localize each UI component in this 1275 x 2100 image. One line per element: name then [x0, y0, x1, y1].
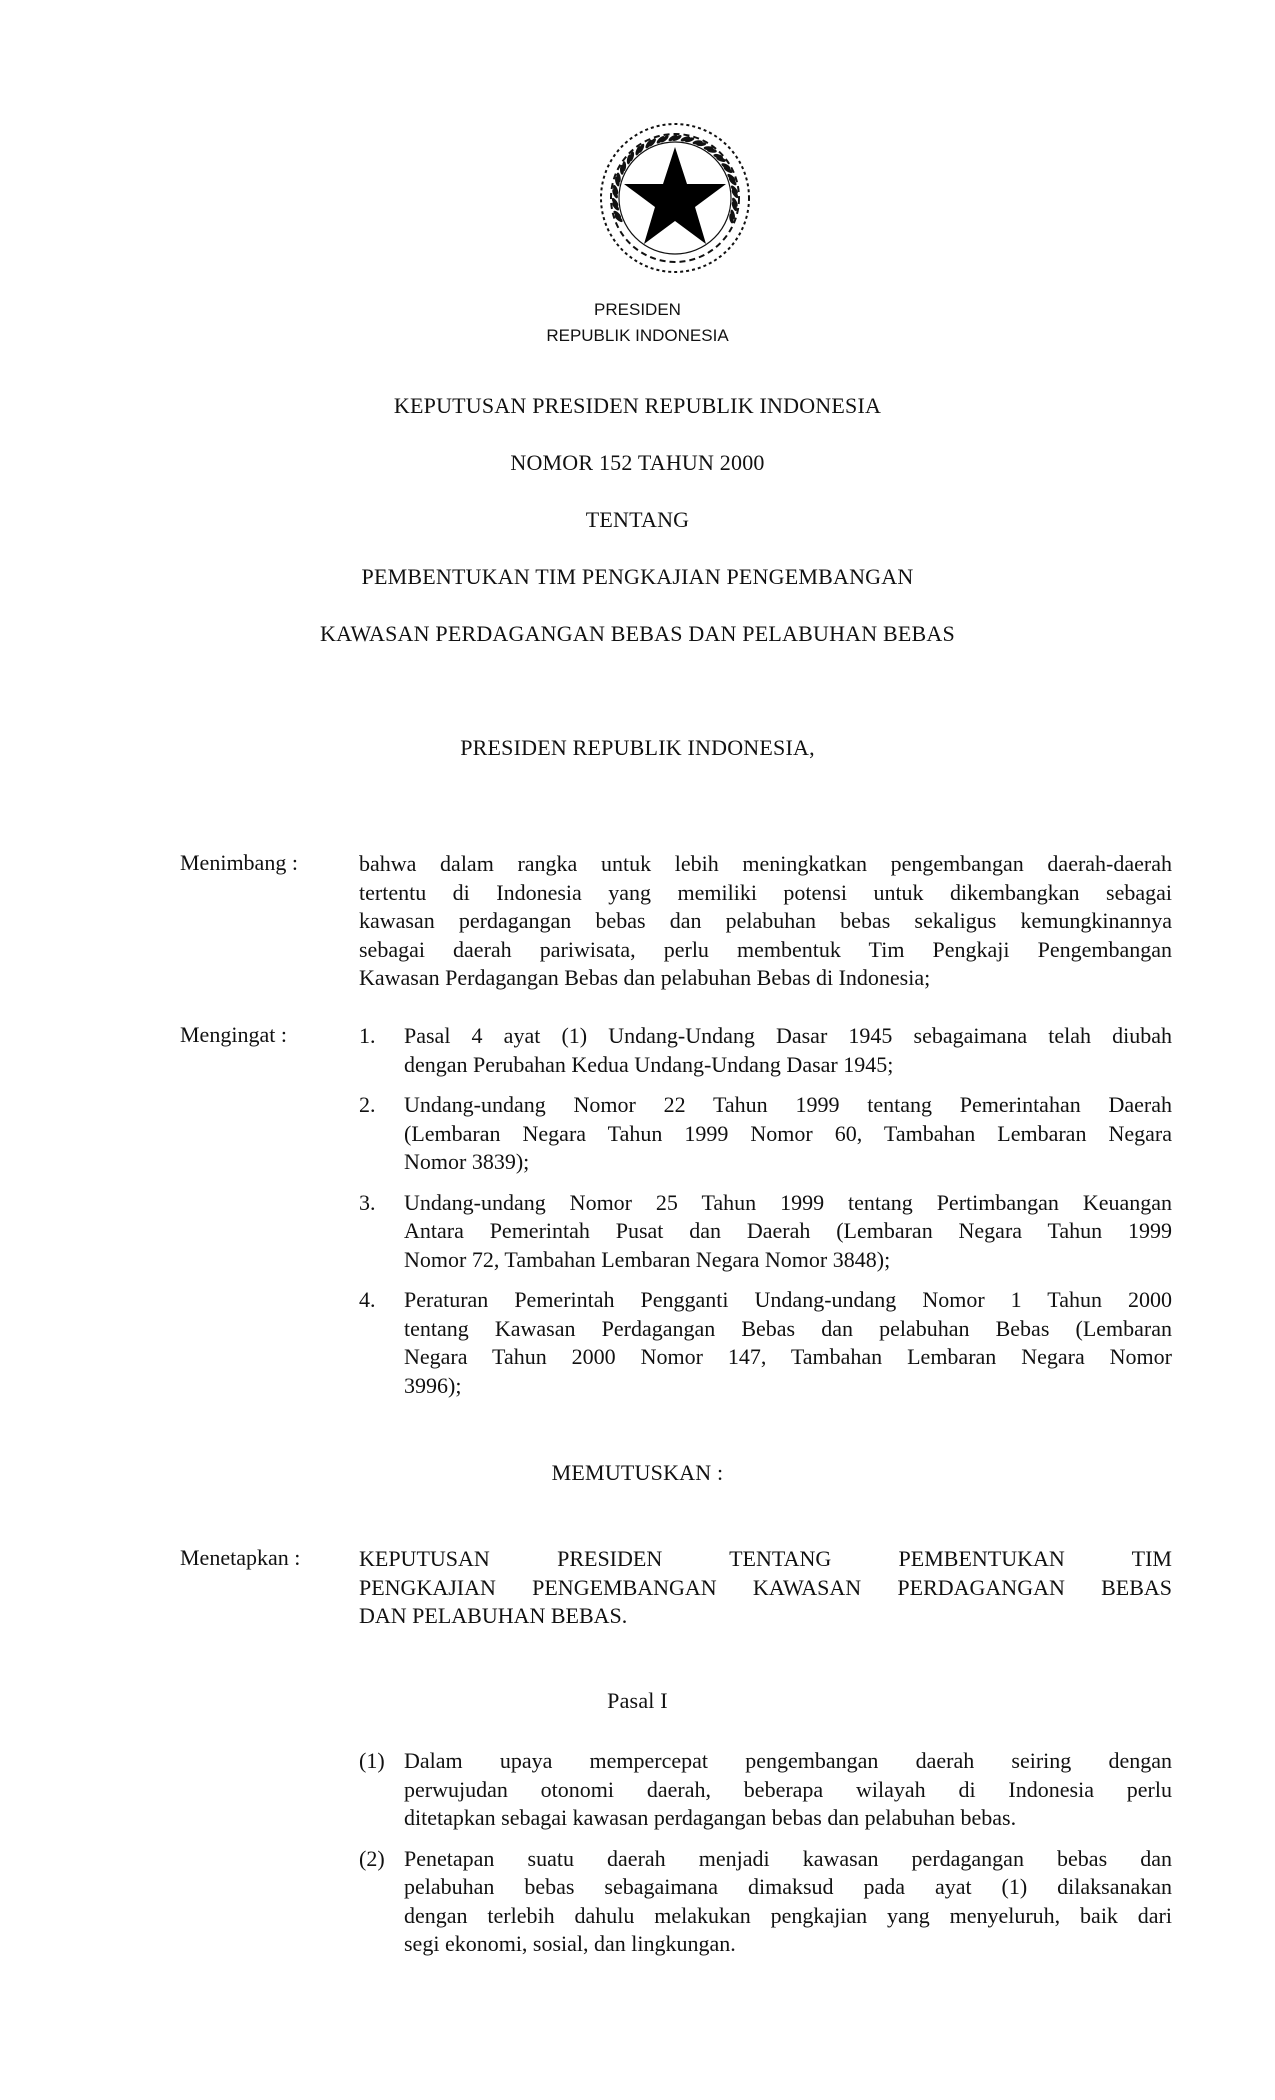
decree-tentang: TENTANG	[585, 507, 690, 532]
item-text	[404, 1022, 1172, 1079]
item-number: 3.	[359, 1189, 376, 1215]
text-line: sebagai daerah pariwisata, perlu membentuk Tim Pengkaji Pengembangan	[359, 936, 1172, 962]
text-line: KEPUTUSAN PRESIDEN TENTANG PEMBENTUKAN TIM	[359, 1546, 1172, 1571]
item-number: 1.	[359, 1023, 376, 1048]
text-line: Penetapan suatu daerah menjadi kawasan perdagangan bebas dan	[404, 1845, 1172, 1871]
letterhead-republik-indonesia: REPUBLIK INDONESIA	[546, 326, 729, 345]
text-line: Nomor 72, Tambahan Lembaran Negara Nomor 3848);	[404, 1246, 891, 1272]
item-text	[404, 1189, 1172, 1275]
text-line: Antara Pemerintah Pusat dan Daerah (Lembaran Negara Tahun 1999	[404, 1218, 1172, 1243]
presidential-seal-emblem	[595, 117, 755, 279]
text-line: bahwa dalam rangka untuk lebih meningkatkan pengembangan daerah-daerah	[359, 851, 1172, 876]
text-line: Peraturan Pemerintah Pengganti Undang-undang Nomor 1 Tahun 2000	[404, 1287, 1172, 1312]
text-line: ditetapkan sebagai kawasan perdagangan bebas dan pelabuhan bebas.	[404, 1805, 1017, 1830]
decree-number: NOMOR 152 TAHUN 2000	[510, 450, 765, 475]
text-line: Undang-undang Nomor 25 Tahun 1999 tentang Pertimbangan Keuangan	[404, 1189, 1172, 1215]
text-line: dengan Perubahan Kedua Undang-Undang Dasar 1945;	[404, 1051, 894, 1077]
text-line: Undang-undang Nomor 22 Tahun 1999 tentang Pemerintahan Daerah	[404, 1092, 1172, 1117]
text-line: Dalam upaya mempercepat pengembangan daerah seiring dengan	[404, 1748, 1172, 1773]
item-number: 4.	[359, 1287, 376, 1312]
mengingat-label: Mengingat :	[180, 1022, 287, 1047]
item-number: (2)	[359, 1845, 385, 1871]
menimbang-text	[359, 850, 1172, 993]
item-text	[404, 1747, 1172, 1833]
decree-subject-line-1: PEMBENTUKAN TIM PENGKAJIAN PENGEMBANGAN	[361, 564, 914, 589]
text-line: DAN PELABUHAN BEBAS.	[359, 1603, 628, 1628]
item-text	[404, 1845, 1172, 1959]
text-line: PENGKAJIAN PENGEMBANGAN KAWASAN PERDAGANGAN BEBAS	[359, 1574, 1172, 1600]
pasal-1-heading: Pasal I	[607, 1688, 668, 1713]
text-line: Kawasan Perdagangan Bebas dan pelabuhan Bebas di Indonesia;	[359, 965, 931, 990]
item-text	[404, 1091, 1172, 1177]
text-line: pelabuhan bebas sebagaimana dimaksud pada ayat (1) dilaksanakan	[404, 1874, 1172, 1899]
decree-title: KEPUTUSAN PRESIDEN REPUBLIK INDONESIA	[393, 393, 882, 418]
issuer: PRESIDEN REPUBLIK INDONESIA,	[460, 735, 815, 760]
memutuskan-heading: MEMUTUSKAN :	[551, 1460, 724, 1485]
text-line: perwujudan otonomi daerah, beberapa wilayah di Indonesia perlu	[404, 1776, 1172, 1802]
decree-subject-line-2: KAWASAN PERDAGANGAN BEBAS DAN PELABUHAN BEBAS	[320, 621, 955, 646]
letterhead-presiden: PRESIDEN	[594, 300, 681, 319]
item-number: 2.	[359, 1092, 376, 1117]
text-line: Nomor 3839);	[404, 1149, 530, 1174]
text-line: kawasan perdagangan bebas dan pelabuhan bebas sekaligus kemungkinannya	[359, 908, 1172, 933]
text-line: 3996);	[404, 1372, 462, 1398]
text-line: Negara Tahun 2000 Nomor 147, Tambahan Lembaran Negara Nomor	[404, 1344, 1172, 1369]
menetapkan-label: Menetapkan :	[180, 1545, 301, 1570]
text-line: tentang Kawasan Perdagangan Bebas dan pelabuhan Bebas (Lembaran	[404, 1315, 1172, 1341]
item-number: (1)	[359, 1748, 385, 1773]
text-line: dengan terlebih dahulu melakukan pengkajian yang menyeluruh, baik dari	[404, 1902, 1172, 1928]
text-line: (Lembaran Negara Tahun 1999 Nomor 60, Tambahan Lembaran Negara	[404, 1120, 1172, 1146]
menimbang-label: Menimbang :	[180, 850, 298, 875]
text-line: Pasal 4 ayat (1) Undang-Undang Dasar 1945 sebagaimana telah diubah	[404, 1023, 1172, 1048]
menetapkan-text	[359, 1545, 1172, 1631]
text-line: tertentu di Indonesia yang memiliki potensi untuk dikembangkan sebagai	[359, 879, 1172, 905]
item-text	[404, 1286, 1172, 1400]
text-line: segi ekonomi, sosial, dan lingkungan.	[404, 1931, 736, 1956]
